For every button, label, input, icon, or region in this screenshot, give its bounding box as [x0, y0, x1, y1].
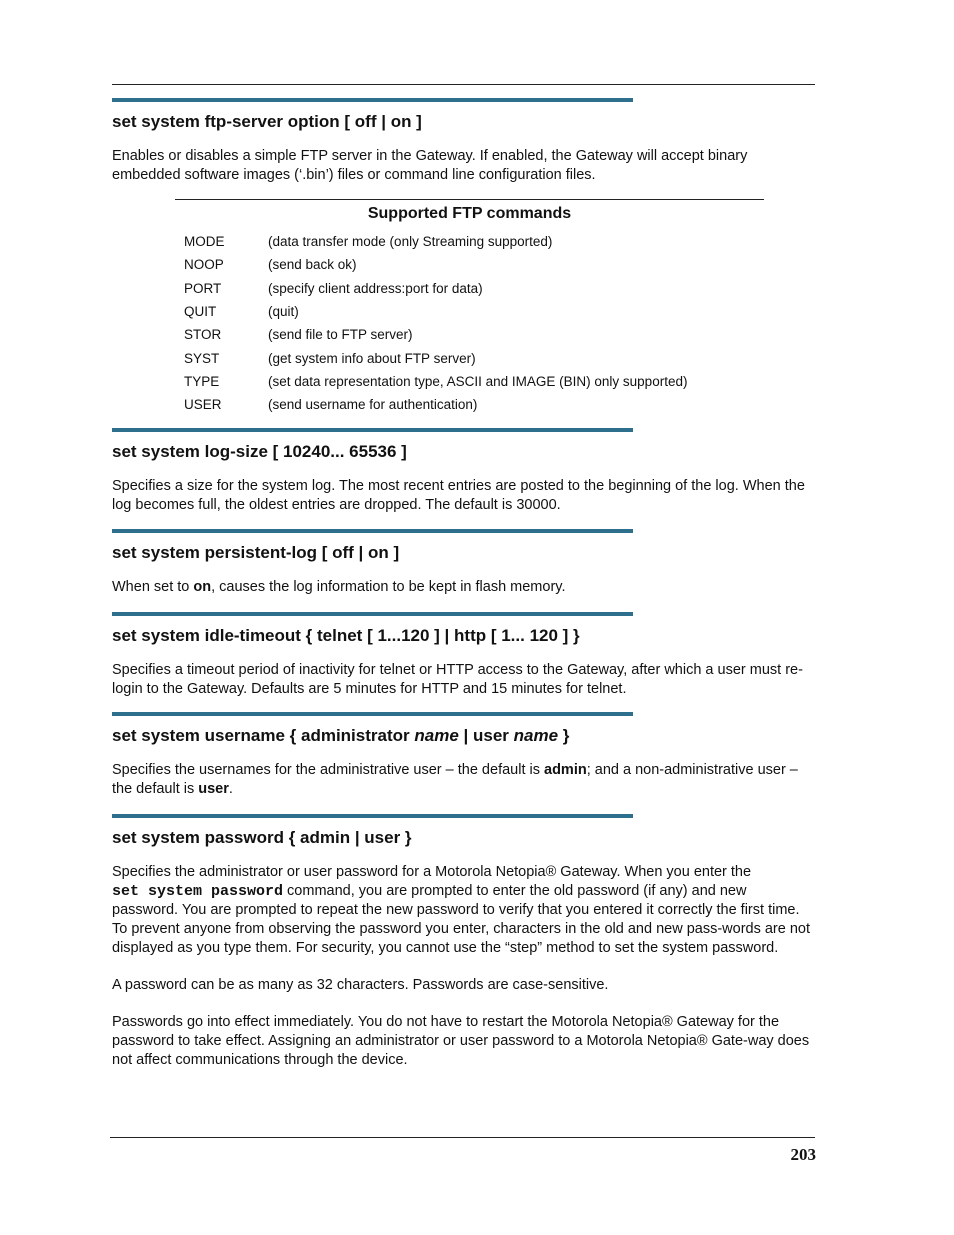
section-rule [112, 98, 633, 102]
body-text: , causes the log information to be kept in flash memory. [211, 579, 566, 596]
section-idle-timeout [112, 612, 816, 699]
body-text: ; and a non-administrative user – the default is [112, 762, 798, 798]
section-body: A password can be as many as 32 characters. Passwords are case-sensitive. [112, 977, 609, 994]
command-desc: (data transfer mode (only Streaming supported) [268, 234, 553, 250]
section-password [112, 814, 816, 1070]
table-row [184, 346, 764, 369]
section-body: Enables or disables a simple FTP server in the Gateway. If enabled, the Gateway will accept binary embedded software images (‘.bin’) files or command line configuration files. [112, 148, 748, 183]
command-name: USER [184, 397, 222, 413]
command-name: MODE [184, 234, 225, 250]
heading-text: } [558, 726, 570, 746]
heading-italic: name [414, 726, 459, 746]
table-row [184, 253, 764, 276]
table-rows [184, 230, 764, 416]
section-rule [112, 529, 633, 533]
section-heading: set system ftp-server option [ off | on ] [112, 112, 422, 131]
section-ftp-server [112, 98, 816, 416]
command-text: set system password [112, 883, 284, 901]
table-row [184, 370, 764, 393]
page-number: 203 [790, 1145, 816, 1164]
command-desc: (quit) [268, 304, 299, 320]
command-desc: (set data representation type, ASCII and IMAGE (BIN) only supported) [268, 373, 688, 389]
section-body: Specifies a timeout period of inactivity for telnet or HTTP access to the Gateway, after which a user must re-login to the Gateway. Defaults are 5 minutes for HTTP and 15 minutes for telnet. [112, 662, 803, 698]
section-rule [112, 712, 633, 716]
section-heading: set system persistent-log [ off | on ] [112, 543, 400, 563]
body-text: Specifies the administrator or user password for a Motorola Netopia® Gateway. When you enter the [112, 864, 752, 881]
section-rule [112, 428, 633, 432]
section-heading: set system log-size [ 10240... 65536 ] [112, 442, 407, 462]
command-name: PORT [184, 280, 222, 296]
heading-text: | user [458, 726, 514, 746]
command-desc: (send back ok) [268, 257, 357, 273]
command-name: TYPE [184, 373, 220, 389]
section-persistent-log [112, 529, 816, 597]
section-username [112, 712, 816, 799]
section-log-size [112, 428, 816, 515]
section-body [112, 578, 816, 597]
table-row [184, 300, 764, 323]
bottom-rule [110, 1137, 815, 1138]
body-text: command, you are prompted to enter the old password (if any) and new password. You are prompted to repeat the new password to verify that you entered it correctly the first time. To prevent anyone from observing the password you enter, characters in the old and new pass-words are not displayed as you type them. For security, you cannot use the “step” method to set the system password. [112, 883, 811, 957]
table-row [184, 323, 764, 346]
heading-text: set system username { administrator [112, 726, 415, 746]
table-row [184, 393, 764, 416]
table-row [184, 230, 764, 253]
body-text: When set to [112, 579, 194, 596]
command-desc: (send file to FTP server) [268, 327, 413, 343]
top-rule [112, 84, 815, 85]
table-row [184, 277, 764, 300]
section-heading: set system idle-timeout { telnet [ 1...120 ] | http [ 1... 120 ] } [112, 626, 580, 646]
section-rule [112, 612, 633, 616]
body-bold: user [198, 781, 229, 798]
body-bold: on [193, 579, 212, 596]
section-body: Specifies a size for the system log. The most recent entries are posted to the beginning of the log. When the log becomes full, the oldest entries are dropped. The default is 30000. [112, 478, 805, 514]
section-heading: set system password { admin | user } [112, 828, 412, 848]
heading-italic: name [513, 726, 559, 746]
command-desc: (get system info about FTP server) [268, 350, 476, 366]
section-body: Passwords go into effect immediately. You do not have to restart the Motorola Netopia® Gateway for the password to take effect. Assigning an administrator or user password to a Motorola Netopia® Gate-way does not affect communications through the device. [112, 1014, 810, 1069]
section-rule [112, 814, 633, 818]
command-desc: (send username for authentication) [268, 397, 478, 413]
command-name: SYST [184, 350, 220, 366]
section-body [112, 761, 816, 799]
body-text: . [228, 781, 233, 798]
command-desc: (specify client address:port for data) [268, 280, 483, 296]
page-content [112, 98, 816, 1070]
command-name: QUIT [184, 304, 217, 320]
command-name: NOOP [184, 257, 224, 273]
section-heading [112, 724, 816, 748]
section-body [112, 863, 816, 958]
body-bold: admin [544, 762, 587, 779]
body-text: Specifies the usernames for the administrative user – the default is [112, 762, 544, 779]
table-title: Supported FTP commands [367, 205, 572, 222]
command-name: STOR [184, 327, 222, 343]
ftp-commands-table [175, 199, 764, 416]
